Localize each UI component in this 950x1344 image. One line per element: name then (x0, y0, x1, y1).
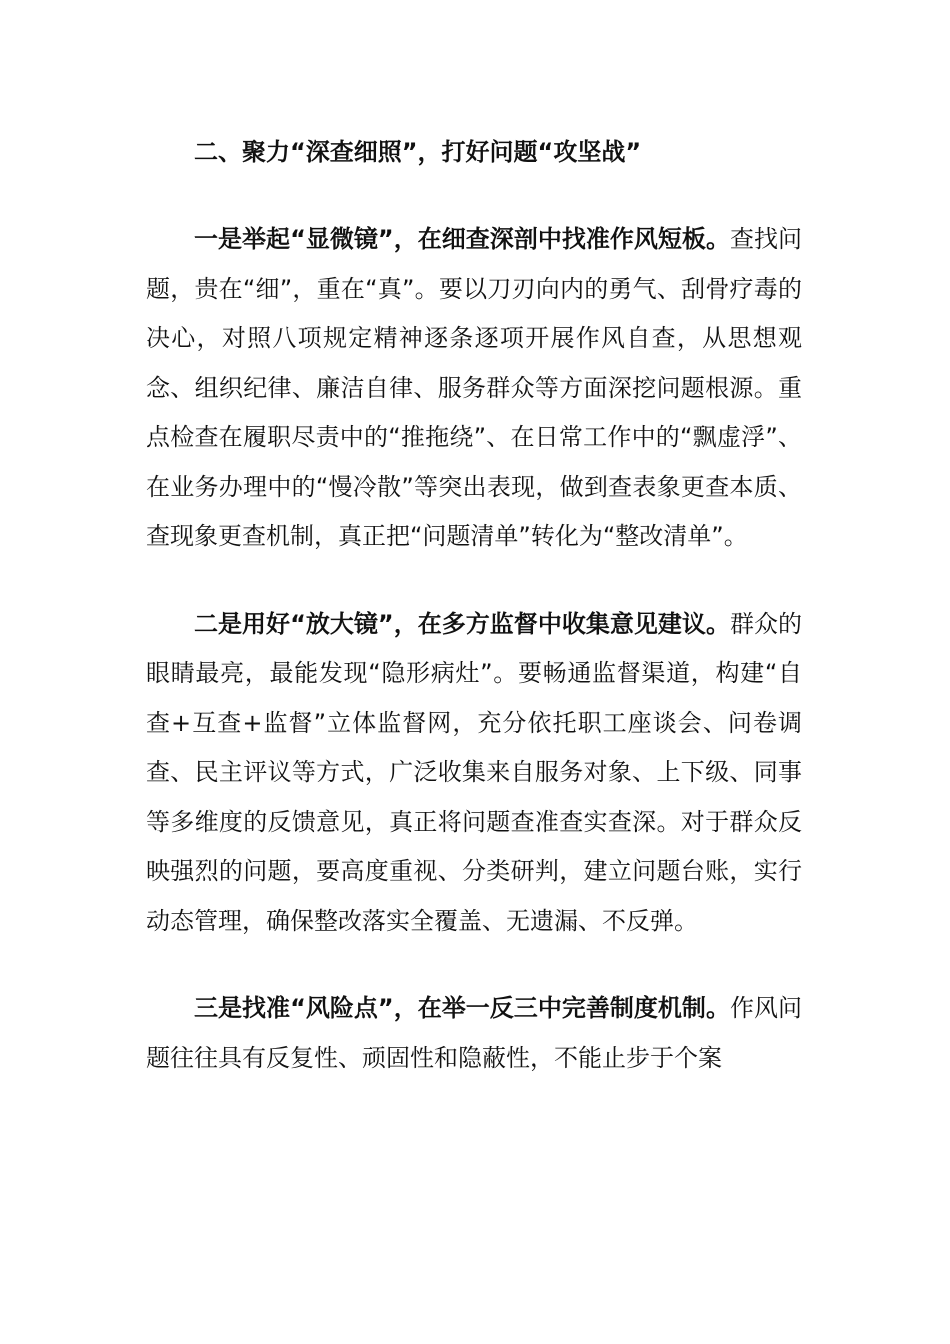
section-heading: 二、聚力“深查细照”，打好问题“攻坚战” (194, 138, 642, 166)
paragraph-3 (146, 984, 802, 1083)
paragraph-2 (146, 600, 802, 947)
paragraph-2-body: 群众的眼睛最亮，最能发现“隐形病灶”。要畅通监督渠道，构建“自查+互查+监督”立体监督网，充分依托职工座谈会、问卷调查、民主评议等方式，广泛收集来自服务对象、上下级、同事等多维度的反馈意见，真正将问题查准查实查深。对于群众反映强烈的问题，要高度重视、分类研判，建立问题台账，实行动态管理，确保整改落实全覆盖、无遗漏、不反弹。 (146, 609, 803, 935)
paragraph-1 (146, 215, 802, 562)
paragraph-1-lead: 一是举起“显微镜”，在细查深剖中找准作风短板。 (194, 225, 730, 253)
document-page (146, 128, 802, 1121)
paragraph-3-lead: 三是找准“风险点”，在举一反三中完善制度机制。 (194, 994, 730, 1022)
paragraph-2-lead: 二是用好“放大镜”，在多方监督中收集意见建议。 (194, 609, 730, 638)
paragraph-1-body: 查找问题，贵在“细”，重在“真”。要以刀刃向内的勇气、刮骨疗毒的决心，对照八项规定精神逐条逐项开展作风自查，从思想观念、组织纪律、廉洁自律、服务群众等方面深挖问题根源。重点检查在履职尽责中的“推拖绕”、在日常工作中的“飘虚浮”、在业务办理中的“慢冷散”等突出表现，做到查表象更查本质、查现象更查机制，真正把“问题清单”转化为“整改清单”。 (146, 225, 803, 550)
paragraph-3-body: 作风问题往往具有反复性、顽固性和隐蔽性，不能止步于个案 (146, 994, 803, 1072)
